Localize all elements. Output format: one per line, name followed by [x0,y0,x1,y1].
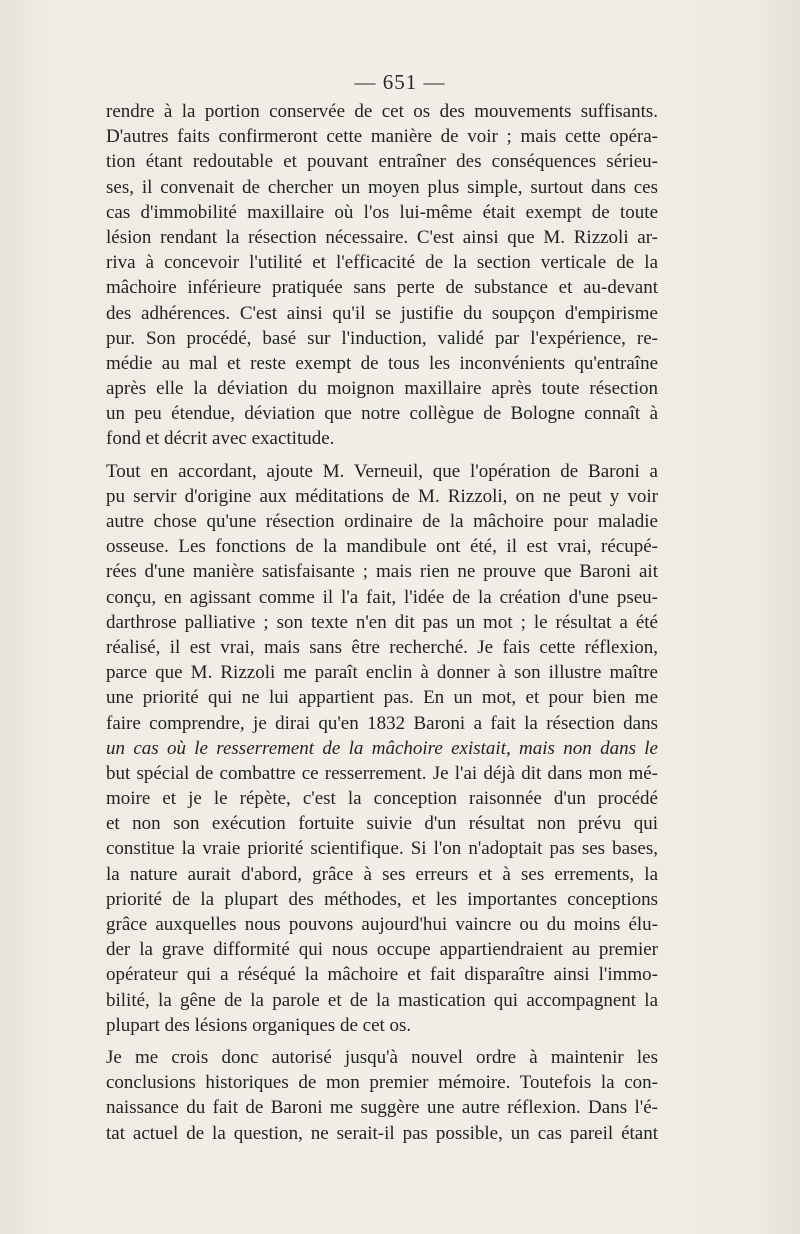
text-line: autre chose qu'une résection ordinaire de la mâchoire pour maladie [106,511,658,532]
text-line: naissance du fait de Baroni me suggère une autre réflexion. Dans l'é- [106,1097,658,1119]
text-line: constitue la vraie priorité scientifique. Si l'on n'adoptait pas ses bases, [106,838,658,860]
text-line: et non son exécution fortuite suivie d'un résultat non prévu qui [106,813,658,835]
text-line: grâce auxquelles nous pouvons aujourd'hui vaincre ou du moins élu- [106,914,658,935]
text-line: conçu, en agissant comme il l'a fait, l'idée de la création d'une pseu- [106,586,658,608]
text-line: riva à concevoir l'utilité et l'efficacité de la section verticale de la [106,252,658,274]
body-text [106,99,658,1146]
text-line: Je me crois donc autorisé jusqu'à nouvel ordre à maintenir les [106,1046,658,1068]
page-number: — 651 — [354,70,446,94]
text-line: moire et je le répète, c'est la conception raisonnée d'un procédé [106,788,658,810]
text-line: réalisé, il est vrai, mais sans être recherché. Je fais cette réflexion, [106,636,658,658]
text-line: un peu étendue, déviation que notre collègue de Bologne connaît à [106,403,658,425]
paragraph-1 [106,99,658,452]
text-line: faire comprendre, je dirai qu'en 1832 Baroni a fait la résection dans [106,712,658,734]
text-line: conclusions historiques de mon premier mémoire. Toutefois la con- [106,1072,658,1094]
text-line: tat actuel de la question, ne serait-il pas possible, un cas pareil étant [106,1122,658,1144]
text-line: but spécial de combattre ce resserrement. Je l'ai déjà dit dans mon mé- [106,762,658,784]
text-line: priorité de la plupart des méthodes, et les importantes conceptions [106,888,658,910]
text-line: cas d'immobilité maxillaire où l'os lui-même était exempt de toute [106,201,658,223]
text-line: osseuse. Les fonctions de la mandibule ont été, il est vrai, récupé- [106,536,658,558]
text-line: darthrose palliative ; son texte n'en dit pas un mot ; le résultat a été [106,611,658,633]
text-line: parce que M. Rizzoli me paraît enclin à donner à son illustre maître [106,662,658,684]
text-line: der la grave difformité qui nous occupe appartiendraient au premier [106,939,658,961]
text-line: pu servir d'origine aux méditations de M. Rizzoli, on ne peut y voir [106,485,658,507]
text-line: rendre à la portion conservée de cet os des mouvements suffisants. [106,101,658,122]
text-line: la nature aurait d'abord, grâce à ses erreurs et à ses errements, la [106,863,658,885]
text-line: D'autres faits confirmeront cette manière de voir ; mais cette opéra- [106,126,658,148]
text-line: lésion rendant la résection nécessaire. C'est ainsi que M. Rizzoli ar- [106,226,658,248]
text-line: ses, il convenait de chercher un moyen plus simple, surtout dans ces [106,176,658,198]
text-line: mâchoire inférieure pratiquée sans perte de substance et au-devant [106,277,658,299]
text-line: médie au mal et reste exempt de tous les inconvénients qu'entraîne [106,352,658,374]
text-line: plupart des lésions organiques de cet os. [106,1014,412,1036]
text-line: tion étant redoutable et pouvant entraîner des conséquences sérieu- [106,151,658,173]
text-line: un cas où le resserrement de la mâchoire existait, mais non dans le [106,737,658,759]
text-line: bilité, la gêne de la parole et de la mastication qui accompagnent la [106,989,658,1011]
text-line: après elle la déviation du moignon maxillaire après toute résection [106,378,658,400]
text-line: une priorité qui ne lui appartient pas. En un mot, et pour bien me [106,687,658,709]
text-line: rées d'une manière satisfaisante ; mais rien ne prouve que Baroni ait [106,561,658,583]
text-line: des adhérences. C'est ainsi qu'il se justifie du soupçon d'empirisme [106,302,658,324]
text-line: pur. Son procédé, basé sur l'induction, validé par l'expérience, re- [106,327,658,349]
paragraph-3 [106,1045,658,1146]
text-line: Tout en accordant, ajoute M. Verneuil, que l'opération de Baroni a [106,460,658,482]
paragraph-2 [106,459,658,1038]
text-line: fond et décrit avec exactitude. [106,428,335,450]
text-line: opérateur qui a réséqué la mâchoire et fait disparaître ainsi l'immo- [106,964,658,986]
